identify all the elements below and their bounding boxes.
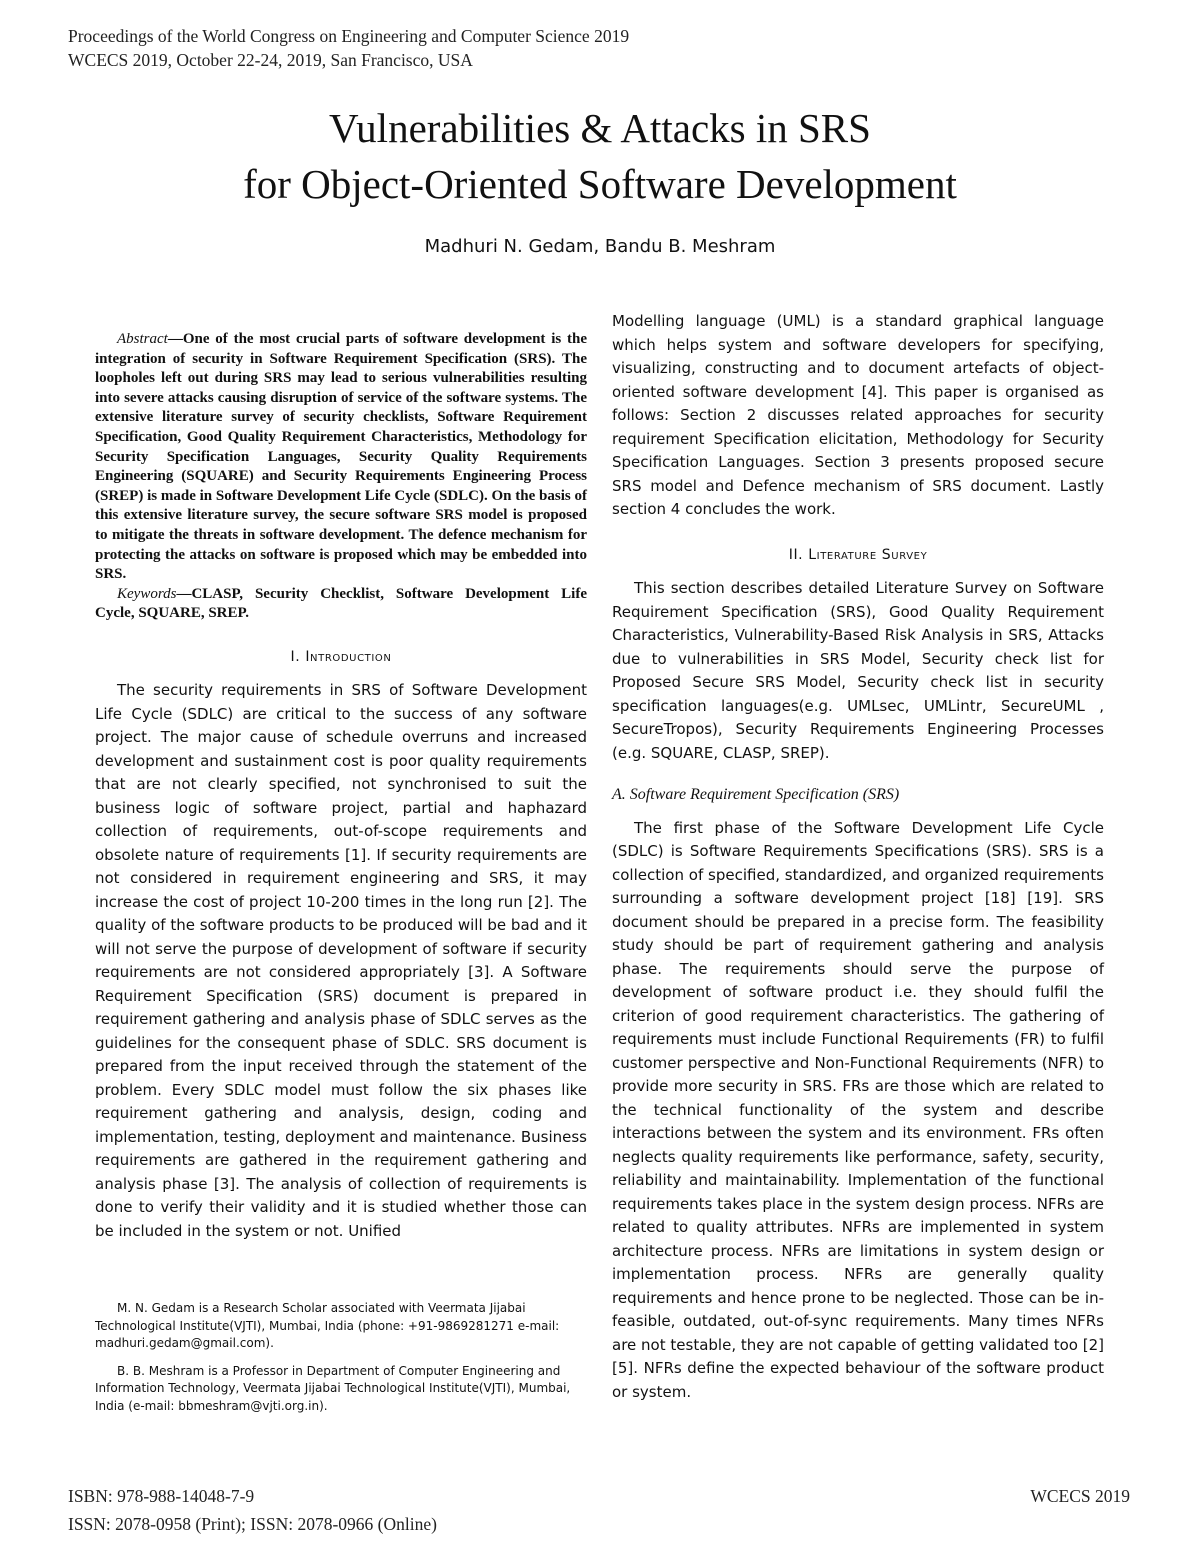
section-heading-literature-survey: II. Literature Survey: [788, 546, 928, 563]
left-column: [95, 330, 587, 1243]
footer-issn: ISSN: 2078-0958 (Print); ISSN: 2078-0966 (Online): [68, 1514, 437, 1534]
abstract: [95, 330, 587, 585]
footer-conference: WCECS 2019: [1030, 1486, 1130, 1506]
subsection-heading-srs: A. Software Requirement Specification (SRS): [612, 786, 900, 803]
footer-isbn: ISBN: 978-988-14048-7-9: [68, 1486, 255, 1506]
paper-authors: Madhuri N. Gedam, Bandu B. Meshram: [424, 236, 776, 257]
srs-paragraph: The first phase of the Software Development Life Cycle (SDLC) is Software Requirements Specifications (SRS). SRS is a collection of specified, standardized, and organized requirements surrounding a software development project [18] [19]. SRS document should be prepared in a precise form. The feasibility study should be part of requirement gathering and analysis phase. The requirements should serve the purpose of development of software product i.e. they should fulfil the criterion of good requirement characteristics. The gathering of requirements must include Functional Requirements (FR) to fulfil customer perspective and Non-Functional Requirements (NFR) to provide more security in SRS. FRs are those which are related to the technical functionality of the system and describe interactions between the system and its environment. FRs often neglects quality requirements like performance, safety, security, reliability and maintainability. Implementation of the functional requirements takes place in the system design process. NFRs are related to quality attributes. NFRs are implemented in system architecture process. NFRs are limitations in system design or implementation process. NFRs are generally quality requirements and hence prone to be neglected. Those can be in-feasible, outdated, out-of-sync requirements. Many times NFRs are not testable, they are not capable of getting validated too [2][5]. NFRs define the expected behaviour of the software product or system.: [612, 818, 1104, 1401]
abstract-label: Abstract: [117, 331, 168, 347]
footer-identifiers: [68, 1482, 437, 1538]
keywords-label: Keywords: [117, 585, 177, 602]
keywords-text: —CLASP, Security Checklist, Software Development Life Cycle, SQUARE, SREP.: [95, 585, 587, 622]
header-conference: Proceedings of the World Congress on Engineering and Computer Science 2019: [68, 26, 630, 46]
author-footnotes: [95, 1300, 587, 1425]
introduction-continuation: Modelling language (UML) is a standard graphical language which helps system and software developers for specifying, visualizing, constructing and to document artefacts of object-oriented software development [4]. This paper is organised as follows: Section 2 discusses related approaches for security requirement Specification elicitation, Methodology for Security Specification Languages. Section 3 presents proposed secure SRS model and Defence mechanism of SRS document. Lastly section 4 concludes the work.: [612, 312, 1104, 518]
section-heading-introduction: I. Introduction: [290, 648, 392, 665]
right-column: [612, 310, 1104, 1404]
header-event: WCECS 2019, October 22-24, 2019, San Francisco, USA: [68, 50, 473, 70]
title-line-1: Vulnerabilities & Attacks in SRS: [329, 105, 871, 151]
literature-survey-paragraph: This section describes detailed Literature Survey on Software Requirement Specification (SRS), Good Quality Requirement Characteristics, Vulnerability-Based Risk Analysis in SRS, Attacks due to vulnerabilities in SRS Model, Security check list for Proposed Secure SRS Model, Security check list in security specification languages(e.g. UMLsec, UMLintr, SecureUML , SecureTropos), Security Requirements Engineering Processes (e.g. SQUARE, CLASP, SREP).: [612, 579, 1104, 762]
proceedings-header: [68, 24, 629, 72]
abstract-text: —One of the most crucial parts of software development is the integration of security in Software Requirement Specification (SRS). The loopholes left out during SRS may lead to serious vulnerabilities resulting into severe attacks causing disruption of service of the software systems. The extensive literature survey of security checklists, Software Requirement Specification, Good Quality Requirement Characteristics, Methodology for Security Specification Languages, Security Quality Requirements Engineering (SQUARE) and Security Requirements Engineering Process (SREP) is made in Software Development Life Cycle (SDLC). On the basis of this extensive literature survey, the secure software SRS model is proposed to mitigate the threats in software development. The defence mechanism for protecting the attacks on software is proposed which may be embedded into SRS.: [95, 331, 587, 583]
title-line-2: for Object-Oriented Software Development: [243, 161, 957, 207]
introduction-paragraph: The security requirements in SRS of Software Development Life Cycle (SDLC) are critical to the success of any software project. The major cause of schedule overruns and increased development and sustainment cost is poor quality requirements that are not clearly specified, not synchronised to suit the business logic of software project, partial and haphazard collection of requirements, out-of-scope requirements and obsolete nature of requirements [1]. If security requirements are not considered in requirement engineering and SRS, it may increase the cost of project 10-200 times in the long run [2]. The quality of the software products to be produced will be bad and it will not serve the purpose of development of software if security requirements are not considered appropriately [3]. A Software Requirement Specification (SRS) document is prepared in requirement gathering and analysis phase of SDLC serves as the guidelines for the consequent phase of SDLC. SRS document is prepared from the input received through the statement of the problem. Every SDLC model must follow the six phases like requirement gathering and analysis, design, coding and implementation, testing, deployment and maintenance. Business requirements are gathered in the requirement gathering and analysis phase [3]. The analysis of collection of requirements is done to verify their validity and it is studied whether those can be included in the system or not. Unified: [95, 681, 587, 1240]
footnote-author-2: B. B. Meshram is a Professor in Department of Computer Engineering and Information Technology, Veermata Jijabai Technological Institute(VJTI), Mumbai, India (e-mail: bbmeshram@vjti.org.in).: [95, 1363, 571, 1413]
keywords: [95, 585, 587, 624]
paper-title: [0, 100, 1200, 212]
footnote-author-1: M. N. Gedam is a Research Scholar associated with Veermata Jijabai Technological Institute(VJTI), Mumbai, India (phone: +91-9869281271 e-mail: madhuri.gedam@gmail.com).: [95, 1301, 560, 1350]
